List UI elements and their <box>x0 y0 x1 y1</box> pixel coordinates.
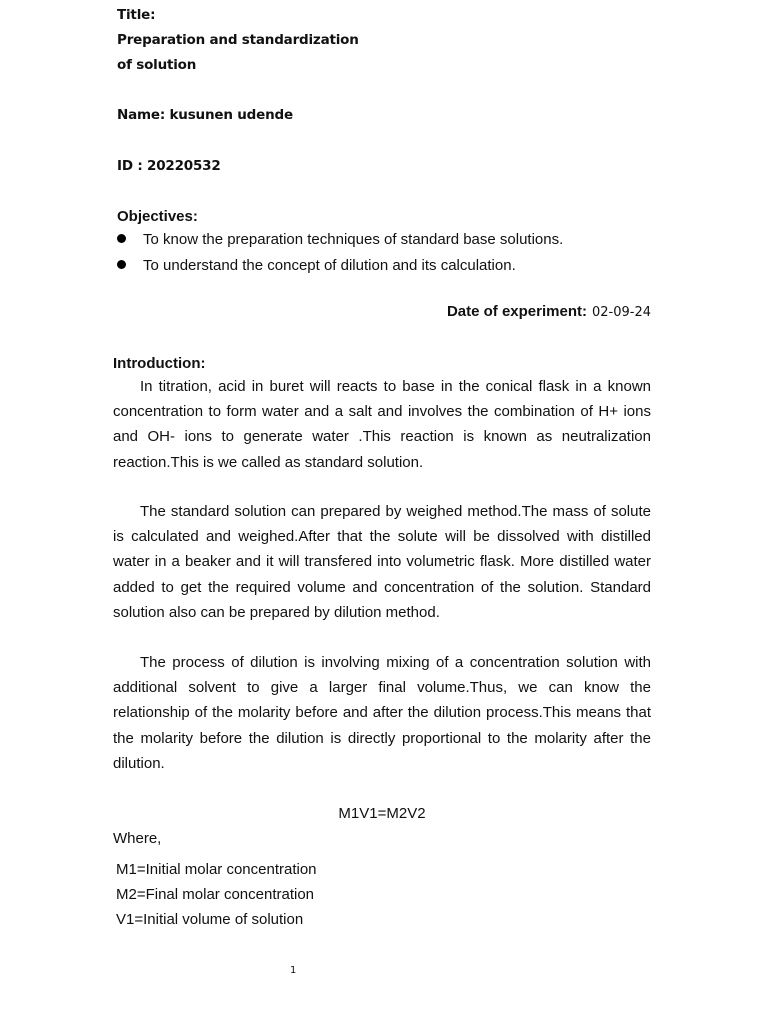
definition-item: M1=Initial molar concentration <box>116 861 317 878</box>
objective-item <box>117 229 563 251</box>
objective-text: To understand the concept of dilution and its calculation. <box>143 257 516 274</box>
objective-item <box>117 255 516 277</box>
intro-paragraph: In titration, acid in buret will reacts to base in the conical flask in a known concentration to form water and a salt and involves the combination of H+ ions and OH- ions to generate water .This reaction is known as neutralization reaction.This is we called as standard solution. <box>113 378 651 471</box>
bullet-dot-icon <box>117 234 126 243</box>
objectives-heading: Objectives: <box>117 208 198 225</box>
dilution-equation: M1V1=M2V2 <box>338 805 426 822</box>
definition-item: V1=Initial volume of solution <box>116 911 304 928</box>
student-name: Name: kusunen udende <box>117 107 293 123</box>
intro-paragraph: The process of dilution is involving mixing of a concentration solution with additional solvent to give a larger final volume.Thus, we can know the relationship of the molarity before and after the dilution process.This means that the molarity before the dilution is directly proportional to the molarity after the dilution. <box>113 654 651 772</box>
date-value: 02-09-24 <box>591 305 651 320</box>
intro-paragraph: The standard solution can prepared by weighed method.The mass of solute is calculated and weighed.After that the solute will be dissolved with distilled water in a beaker and it will transfered into volumetric flask. More distilled water added to get the required volume and concentration of the solution. Standard solution also can be prepared by dilution method. <box>113 503 651 621</box>
bullet-dot-icon <box>117 260 126 269</box>
experiment-date <box>447 301 651 324</box>
title-line-2: of solution <box>117 57 197 73</box>
student-id: ID : 20220532 <box>117 158 221 174</box>
objective-text: To know the preparation techniques of standard base solutions. <box>143 231 564 248</box>
definition-item: M2=Final molar concentration <box>116 886 315 903</box>
where-label: Where, <box>113 830 162 847</box>
title-line-1: Preparation and standardization <box>117 32 359 48</box>
introduction-heading: Introduction: <box>113 355 206 372</box>
title-label: Title: <box>117 7 156 23</box>
page-number: 1 <box>290 965 297 976</box>
date-label: Date of experiment: <box>446 303 587 320</box>
